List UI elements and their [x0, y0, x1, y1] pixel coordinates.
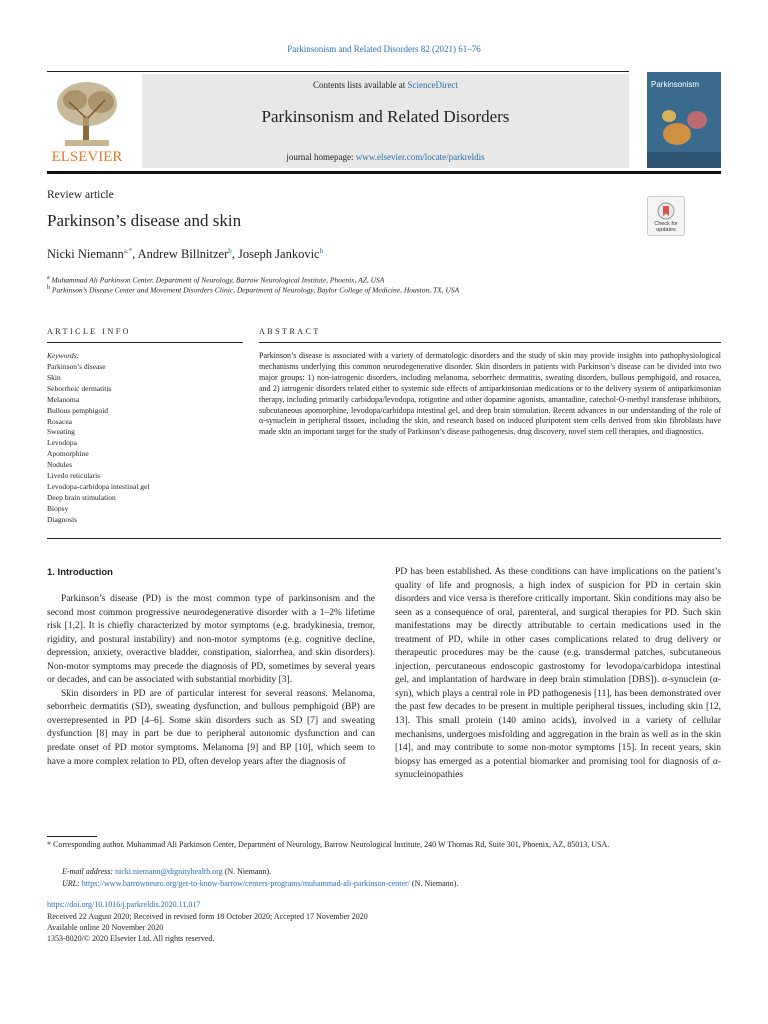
body-paragraph: Skin disorders in PD are of particular interest for several reasons. Melanoma, seborrheic dermatitis (SD), sweating dysfunction, and bullous pemphigoid (BP) are overrepresented in PD [4–6]. Some skin disorders such as SD [7] and sweating dysfunction [8] may in part be due to peripheral autonomic dysfunction and can predate onset of PD motor symptoms. Melanoma [9] and BP [10], which seem to have a more complex relation to PD, often develop years after the diagnosis of: [47, 688, 375, 767]
journal-title: Parkinsonism and Related Disorders: [261, 107, 510, 126]
keywords-list: [47, 362, 149, 526]
article-info-heading: ARTICLE INFO: [47, 327, 131, 336]
homepage-prefix: journal homepage:: [286, 152, 356, 162]
check-for-updates-button[interactable]: [647, 196, 685, 236]
affiliation-mark: b: [47, 285, 50, 291]
available-online: Available online 20 November 2020: [47, 923, 164, 932]
keyword-item: Melanoma: [47, 394, 80, 404]
affiliation-text: Muhammad Ali Parkinson Center, Department of Neurology, Barrow Neurological Institute, Phoenix, AZ, USA: [51, 275, 385, 285]
check-for-updates-label: Check for updates: [654, 221, 678, 233]
keyword-item: Livedo reticularis: [47, 471, 101, 481]
cover-art-icon: [647, 72, 721, 168]
keyword-item: Seborrheic dermatitis: [47, 383, 112, 393]
header-thick-rule: [47, 171, 721, 174]
article-type: Review article: [47, 189, 114, 201]
contents-line: [142, 80, 629, 90]
email-link[interactable]: nicki.niemann@dignityhealth.org: [115, 867, 223, 876]
author-affiliation-mark[interactable]: b: [228, 247, 232, 255]
keyword-item: Levodopa: [47, 438, 77, 448]
journal-cover-image: [647, 72, 721, 168]
article-info-rule: [47, 342, 243, 343]
author-name[interactable]: Andrew Billnitzer: [137, 247, 229, 262]
keyword-item: Levodopa-carbidopa intestinal gel: [47, 481, 150, 491]
email-label: E-mail address:: [62, 867, 116, 876]
url-suffix: (N. Niemann).: [409, 879, 459, 888]
body-column-left: [47, 593, 375, 769]
body-column-right: [395, 566, 721, 783]
affiliation-text: Parkinson’s Disease Center and Movement Disorders Clinic, Department of Neurology, Baylor College of Medicine, Houston, TX, USA: [51, 285, 460, 295]
email-suffix: (N. Niemann).: [222, 867, 272, 876]
header-rule: [47, 71, 629, 72]
keyword-item: Diagnosis: [47, 514, 77, 524]
author-affiliation-mark[interactable]: a,*: [123, 247, 133, 255]
url-note: [62, 878, 736, 889]
elsevier-tree-logo-icon: [47, 78, 127, 164]
author-affiliation-mark[interactable]: b: [319, 247, 324, 255]
publisher-name: ELSEVIER: [51, 149, 123, 164]
keyword-item: Nodules: [47, 460, 72, 470]
keywords-label: Keywords:: [47, 351, 80, 360]
journal-citation[interactable]: Parkinsonism and Related Disorders 82 (2021) 61–76: [287, 44, 481, 54]
abstract-heading: ABSTRACT: [259, 327, 321, 336]
keyword-item: Sweating: [47, 427, 75, 437]
keyword-item: Deep brain stimulation: [47, 492, 116, 502]
url-link[interactable]: https://www.barrowneuro.org/get-to-know-barrow/centers-programs/muhammad-ali-parkinson-center/: [81, 879, 410, 888]
received-dates: Received 22 August 2020; Received in revised form 18 October 2020; Accepted 17 November 2020: [47, 912, 368, 921]
keyword-item: Skin: [47, 372, 61, 382]
keyword-item: Biopsy: [47, 503, 69, 513]
article-title: Parkinson’s disease and skin: [47, 211, 242, 230]
abstract-bottom-rule: [47, 538, 721, 539]
section-heading-introduction: 1. Introduction: [47, 567, 113, 578]
affiliation-a: [47, 275, 384, 285]
keyword-item: Apomorphine: [47, 449, 89, 459]
author-separator: ,: [231, 247, 238, 262]
sciencedirect-link[interactable]: ScienceDirect: [407, 80, 458, 90]
homepage-line: [142, 152, 629, 162]
keyword-item: Rosacea: [47, 416, 72, 426]
copyright: 1353-8020/© 2020 Elsevier Ltd. All rights reserved.: [47, 934, 215, 943]
abstract-rule: [259, 342, 721, 343]
email-note: [62, 866, 736, 877]
doi-link[interactable]: https://doi.org/10.1016/j.parkreldis.2020.11.017: [47, 900, 201, 909]
keyword-item: Parkinson’s disease: [47, 362, 106, 371]
affiliation-b: [47, 285, 459, 295]
corresponding-author-note: * Corresponding author. Muhammad Ali Parkinson Center, Department of Neurology, Barrow Neurological Institute, 240 W Thomas Rd, Suite 301, Phoenix, AZ, 85013, USA.: [47, 840, 610, 849]
abstract-text: Parkinson’s disease is associated with a variety of dermatologic disorders and the study of skin may provide insights into pathophysiological mechanisms underlying this common neurodegenerative disorder. Skin disorders in patients with Parkinson’s disease can be divided into two major groups: 1) non-iatrogenic disorders, including melanoma, seborrheic dermatitis, sweating disorders, bullous pemphigoid, and rosacea, and 2) iatrogenic disorders related either to systemic side effects of antiparkinsonian medications or to the delivery system of antiparkinsonian therapy, including primarily carbidopa/levodopa, rotigotine and other dopamine agonists, amantadine, catechol-O-methyl transferase inhibitors, subcutaneous apomorphine, levodopa/carbidopa intestinal gel, and deep brain stimulation. Recent advances in our understanding of the role of α-synuclein in peripheral tissues, including the skin, and research based on induced pluripotent stem cells derived from skin fibroblasts have made skin an important target for the study of Parkinson’s disease pathogenesis, drug discovery, novel stem cell therapies, and diagnostics.: [259, 351, 721, 437]
homepage-link[interactable]: www.elsevier.com/locate/parkreldis: [355, 152, 485, 162]
author-name[interactable]: Joseph Jankovic: [238, 247, 320, 262]
cover-title: Parkinsonism: [651, 80, 700, 89]
body-paragraph: Parkinson’s disease (PD) is the most common type of parkinsonism and the second most common progressive neurodegenerative disorder with a 1–2% lifetime risk [1,2]. It is chiefly characterized by motor symptoms (e.g. bradykinesia, tremor, rigidity, and postural instability) and non-motor symptoms (e.g. cognitive decline, depression, anxiety, overactive bladder, constipation, sialorrhea, and skin disorders). Non-motor symptoms may precede the diagnosis of PD, sometimes by several years or decades, and can be associated with substantial morbidity [3].: [47, 594, 375, 686]
author-separator: ,: [132, 247, 138, 262]
affiliation-mark: a: [47, 275, 50, 281]
author-list: [47, 247, 323, 262]
contents-prefix: Contents lists available at: [313, 80, 408, 90]
author-name[interactable]: Nicki Niemann: [47, 247, 124, 262]
url-label: URL:: [62, 879, 82, 888]
keyword-item: Bullous pemphigoid: [47, 405, 109, 415]
footnote-rule: [47, 836, 97, 837]
body-paragraph: PD has been established. As these conditions can have implications on the patient’s quality of life and prognosis, a high index of suspicion for PD in certain skin disorders and vice versa is therefore critically important. Skin conditions may also be seen as a consequence of oral, parenteral, and surgical therapies for PD. Such skin manifestations may be directly attributable to certain medications used in the treatment of PD, while in other cases complications related to drug delivery or therapeutic procedures may be the cause (e.g. transdermal patches, subcutaneous injection, percutaneous endoscopic gastrostomy for levodopa/carbidopa intestinal gel, and implantation of hardware in deep brain stimulation [DBS]). α-synuclein (α-syn), which plays a central role in PD pathogenesis [11], has been demonstrated over the past few decades to be present in multiple peripheral tissues, including skin [12, 13]. This small protein (140 amino acids), involved in a variety of cellular mechanisms, undergoes misfolding and aggregation in the brain as well as in the skin [14], and may contribute to some non-motor symptoms [15]. In recent years, skin biopsy has emerged as a potential biomarker and promising tool for diagnosis of α-synucleinopathies: [395, 567, 721, 781]
bookmark-icon: [656, 201, 676, 221]
